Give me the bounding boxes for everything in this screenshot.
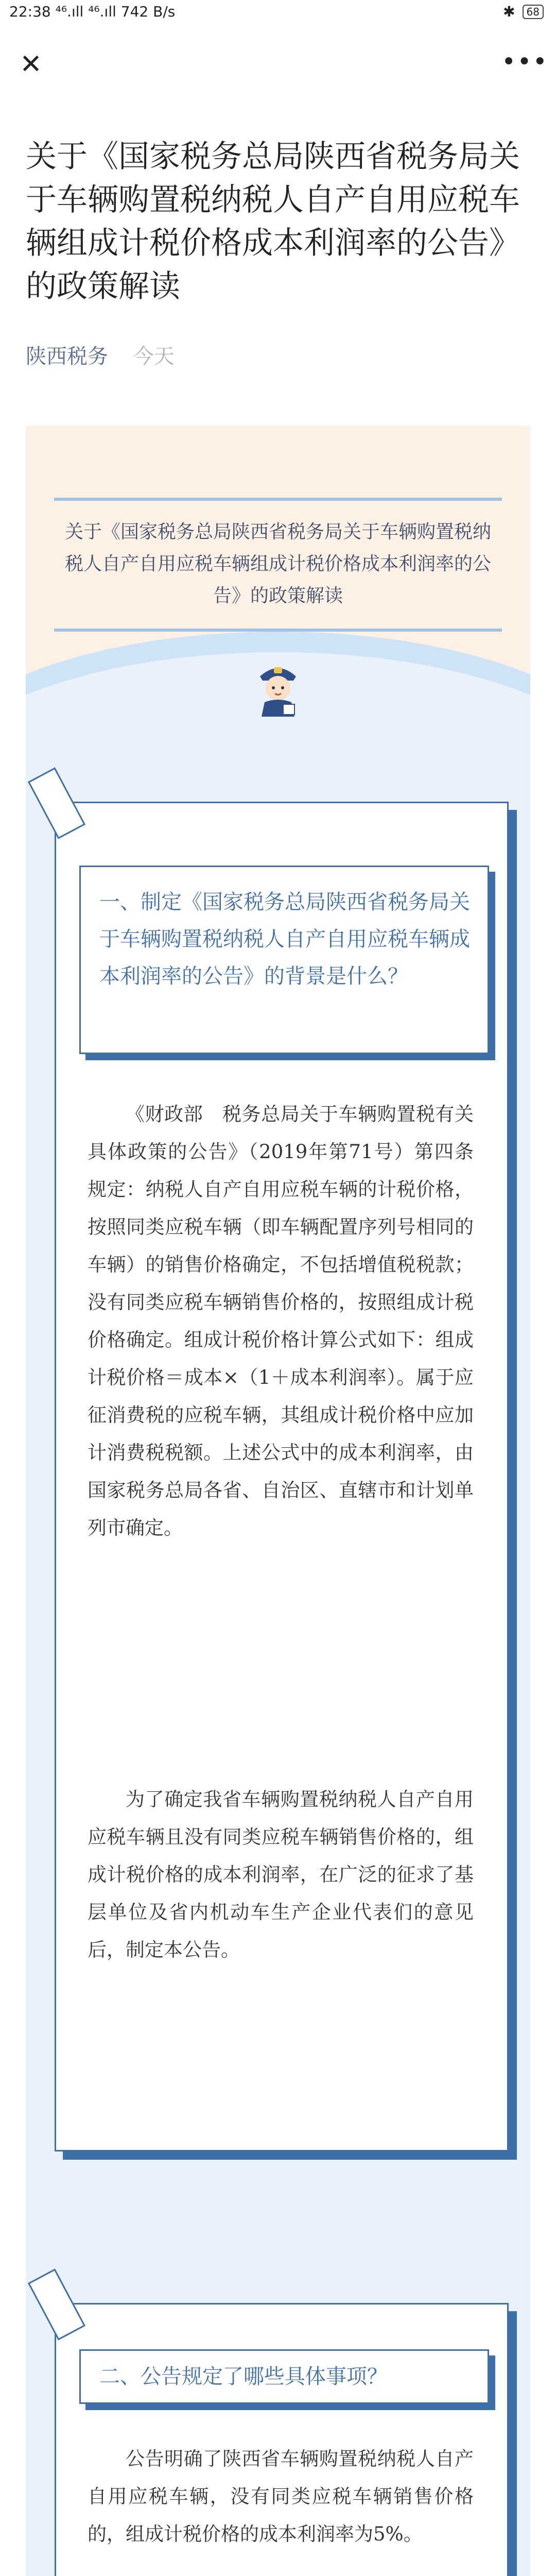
section-1-paragraph-2: 为了确定我省车辆购置税纳税人自产自用应税车辆且没有同类应税车辆销售价格的，组成计税价格的成本利润率，在广泛的征求了基层单位及省内机动车生产企业代表们的意见后，制定本公告。 — [88, 1788, 474, 1961]
divider — [54, 629, 502, 632]
section-1-question-box — [79, 866, 489, 1054]
more-dots-icon[interactable]: ••• — [501, 47, 548, 76]
poster-header-text: 关于《国家税务总局陕西省税务局关于车辆购置税纳税人自产自用应税车辆组成计税价格成本利润率的公告》的政策解读 — [64, 521, 491, 606]
network-indicator: ⁴⁶.ıll ⁴⁶.ıll 742 B/s — [55, 3, 176, 20]
clock: 22:38 — [9, 3, 51, 20]
account-name[interactable]: 陕西税务 — [26, 345, 108, 368]
article-title: 关于《国家税务总局陕西省税务局关于车辆购置税纳税人自产自用应税车辆组成计税价格成本利润率的公告》的政策解读 — [26, 139, 520, 304]
publish-date: 今天 — [133, 345, 175, 368]
close-icon[interactable]: ✕ — [20, 49, 42, 80]
section-1-question: 一、制定《国家税务总局陕西省税务局关于车辆购置税纳税人自产自用应税车辆成本利润率的公告》的背景是什么？ — [99, 890, 470, 988]
section-2-question: 二、公告规定了哪些具体事项？ — [99, 2365, 388, 2388]
article-meta — [26, 340, 175, 369]
tax-officer-mascot-icon — [252, 660, 304, 717]
section-2-paragraph: 公告明确了陕西省车辆购置税纳税人自产自用应税车辆，没有同类应税车辆销售价格的，组成计税价格的成本利润率为5%。 — [88, 2448, 474, 2545]
section-2-question-box — [79, 2349, 489, 2404]
poster-header — [54, 498, 502, 632]
status-bar — [0, 0, 556, 25]
battery-indicator: 68 — [523, 5, 544, 19]
section-1-paragraph-1: 《财政部 税务总局关于车辆购置税有关具体政策的公告》（2019年第71号）第四条规定：纳税人自产自用应税车辆的计税价格，按照同类应税车辆（即车辆配置序列号相同的车辆）的销售价格确定，不包括增值税税款；没有同类应税车辆销售价格的，按照组成计税价格确定。组成计税价格计算公式如下：组成计税价格＝成本×（1＋成本利润率）。属于应征消费税的应税车辆，其组成计税价格中应加计消费税税额。上述公式中的成本利润率，由国家税务总局各省、自治区、直辖市和计划单列市确定。 — [88, 1103, 474, 1539]
top-bar — [0, 28, 556, 100]
article-poster — [26, 426, 530, 2576]
divider — [54, 498, 502, 501]
bluetooth-icon: ✱ — [503, 3, 515, 20]
